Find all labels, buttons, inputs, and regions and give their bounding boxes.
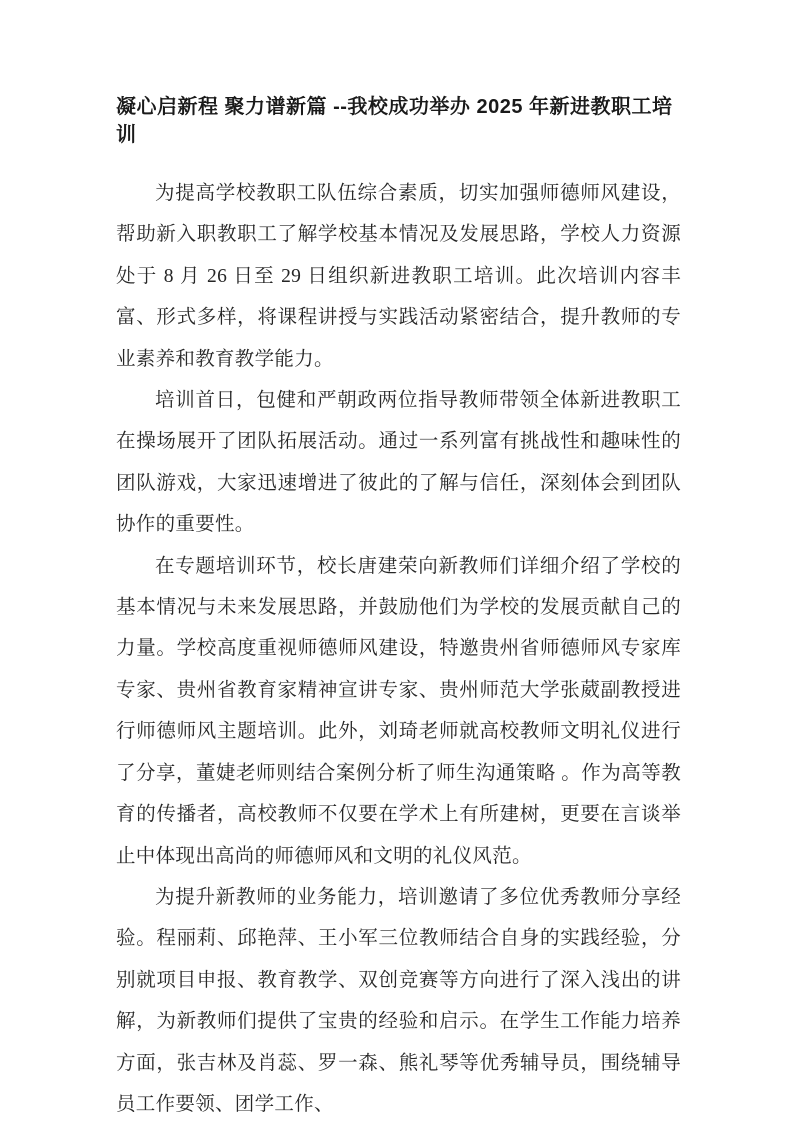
paragraph-2: 培训首日，包健和严朝政两位指导教师带领全体新进教职工在操场展开了团队拓展活动。通过一系列富有挑战性和趣味性的团队游戏，大家迅速增进了彼此的了解与信任，深刻体会到团队协作的重要性。: [116, 390, 681, 536]
document-title: 凝心启新程 聚力谱新篇 --我校成功举办 2025 年新进教职工培训: [116, 96, 673, 146]
paragraph-3: 在专题培训环节，校长唐建荣向新教师们详细介绍了学校的基本情况与未来发展思路，并鼓励他们为学校的发展贡献自己的力量。学校高度重视师德师风建设，特邀贵州省师德师风专家库专家、贵州省教育家精神宣讲专家、贵州师范大学张葳副教授进行师德师风主题培训。此外，刘琦老师就高校教师文明礼仪进行了分享，董婕老师则结合案例分析了师生沟通策略 。作为高等教育的传播者，高校教师不仅要在学术上有所建树，更要在言谈举止中体现出高尚的师德师风和文明的礼仪风范。: [116, 555, 681, 867]
paragraph-1: 为提高学校教职工队伍综合素质，切实加强师德师风建设，帮助新入职教职工了解学校基本情况及发展思路，学校人力资源处于 8 月 26 日至 29 日组织新进教职工培训。此次培训内容丰富、形式多样，将课程讲授与实践活动紧密结合，提升教师的专业素养和教育教学能力。: [116, 183, 681, 370]
paragraph-4: 为提升新教师的业务能力，培训邀请了多位优秀教师分享经验。程丽莉、邱艳萍、王小军三位教师结合自身的实践经验，分别就项目申报、教育教学、双创竞赛等方向进行了深入浅出的讲解，为新教师们提供了宝贵的经验和启示。在学生工作能力培养方面，张吉林及肖蕊、罗一森、熊礼琴等优秀辅导员，围绕辅导员工作要领、团学工作、: [116, 886, 681, 1115]
document-body: [116, 173, 681, 1122]
